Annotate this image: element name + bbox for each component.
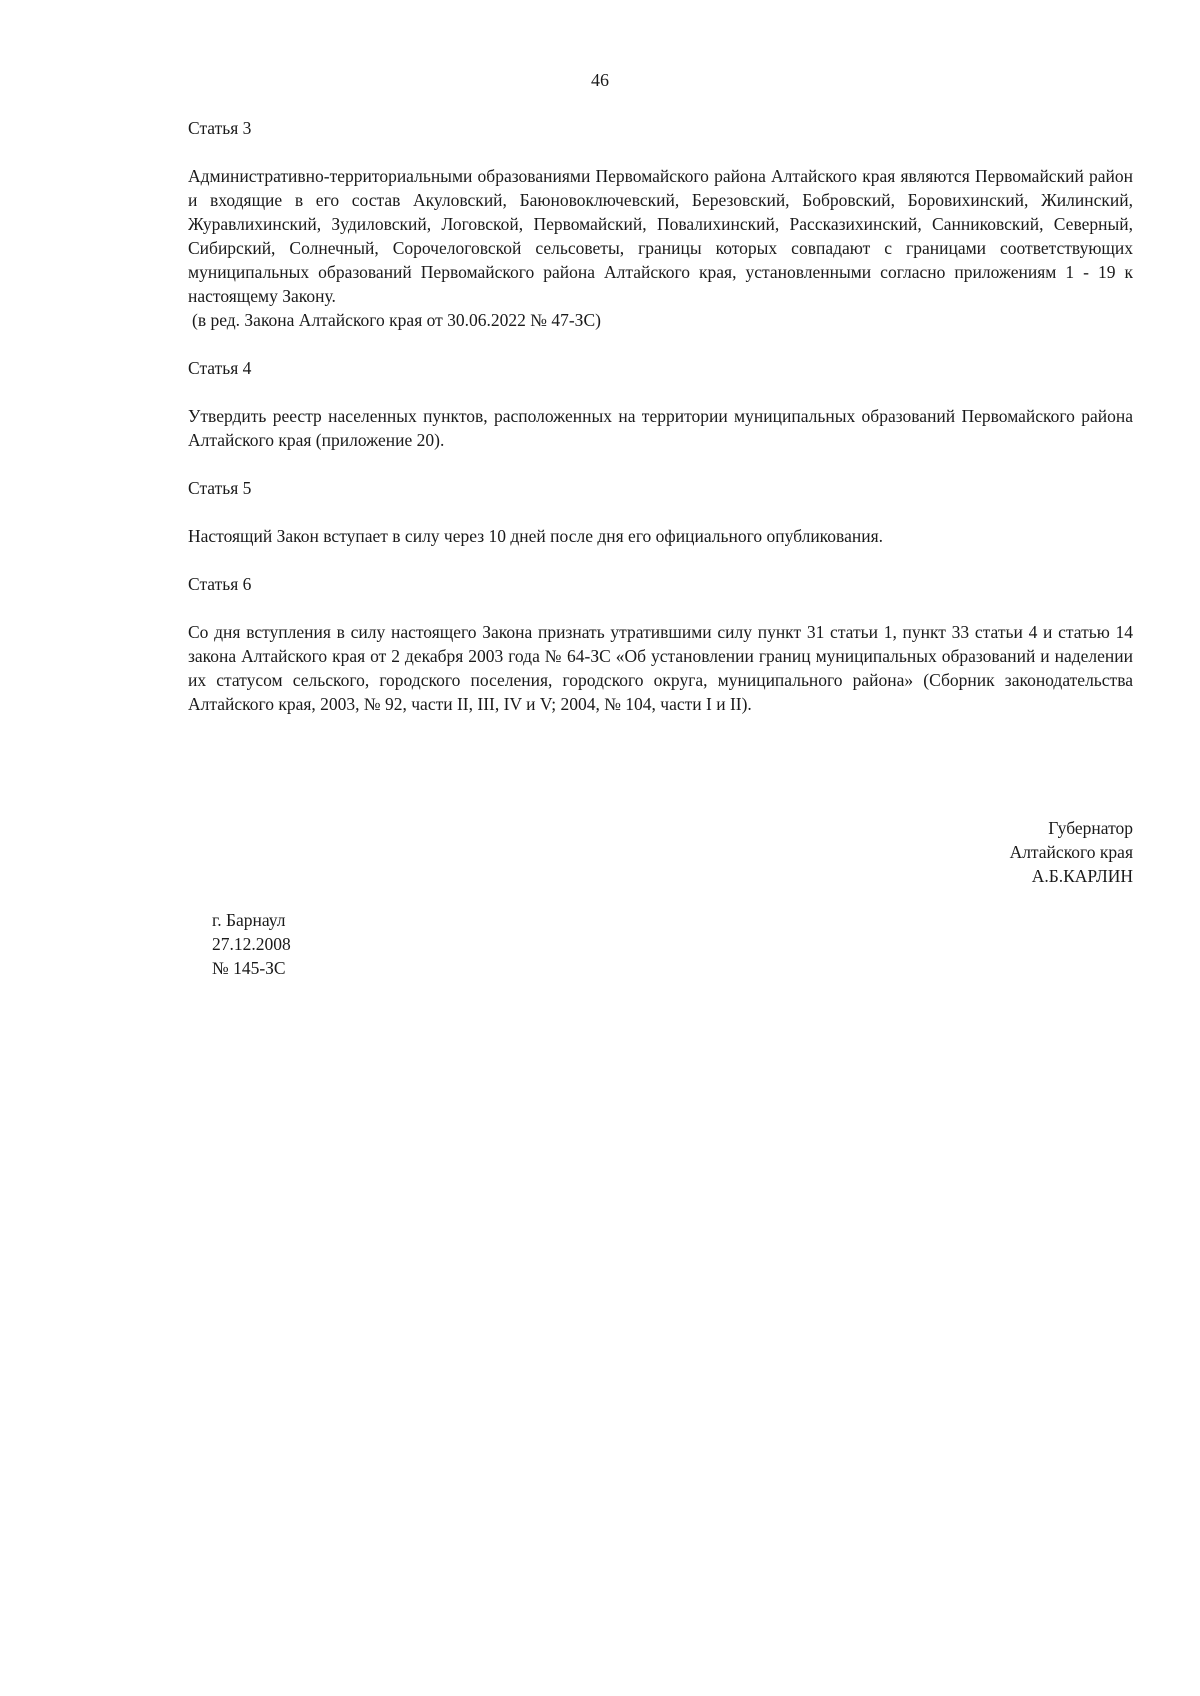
article-heading: Статья 4 (188, 358, 252, 378)
article-4 (188, 356, 1133, 452)
signatory-region: Алтайского края (1009, 842, 1133, 862)
signatory-position: Губернатор (1048, 818, 1133, 838)
amendment-note: (в ред. Закона Алтайского края от 30.06.2022 № 47-ЗС) (192, 310, 601, 330)
law-number: № 145-ЗС (212, 958, 286, 978)
article-heading: Статья 6 (188, 574, 252, 594)
article-3 (188, 116, 1133, 332)
article-5 (188, 476, 1133, 548)
city: г. Барнаул (212, 910, 286, 930)
article-heading: Статья 5 (188, 478, 252, 498)
article-body: Со дня вступления в силу настоящего Закона признать утратившими силу пункт 31 статьи 1, пункт 33 статьи 4 и статью 14 закона Алтайского края от 2 декабря 2003 года № 64-ЗС «Об установлении границ муниципальных образований и наделении их статусом сельского, городского поселения, городского округа, муниципального района» (Сборник законодательства Алтайского края, 2003, № 92, части II, III, IV и V; 2004, № 104, части I и II). (188, 622, 1133, 714)
page-number: 46 (591, 70, 609, 90)
article-6 (188, 572, 1133, 716)
place-date-block (212, 908, 291, 980)
signature-block (1010, 816, 1133, 888)
document-content (188, 116, 1133, 716)
article-body: Утвердить реестр населенных пунктов, расположенных на территории муниципальных образований Первомайского района Алтайского края (приложение 20). (188, 406, 1133, 450)
article-heading: Статья 3 (188, 118, 252, 138)
article-body: Административно-территориальными образованиями Первомайского района Алтайского края являются Первомайский район и входящие в его состав Акуловский, Баюновоключевский, Березовский, Бобровский, Боровихинский, Жилинский, Журавлихинский, Зудиловский, Логовской, Первомайский, Повалихинский, Рассказихинский, Санниковский, Северный, Сибирский, Солнечный, Сорочелоговской сельсоветы, границы которых совпадают с границами соответствующих муниципальных образований Первомайского района Алтайского края, установленными согласно приложениям 1 - 19 к настоящему Закону. (188, 166, 1133, 306)
signatory-name: А.Б.КАРЛИН (1031, 866, 1133, 886)
article-body: Настоящий Закон вступает в силу через 10 дней после дня его официального опубликования. (188, 526, 884, 546)
date: 27.12.2008 (212, 934, 291, 954)
